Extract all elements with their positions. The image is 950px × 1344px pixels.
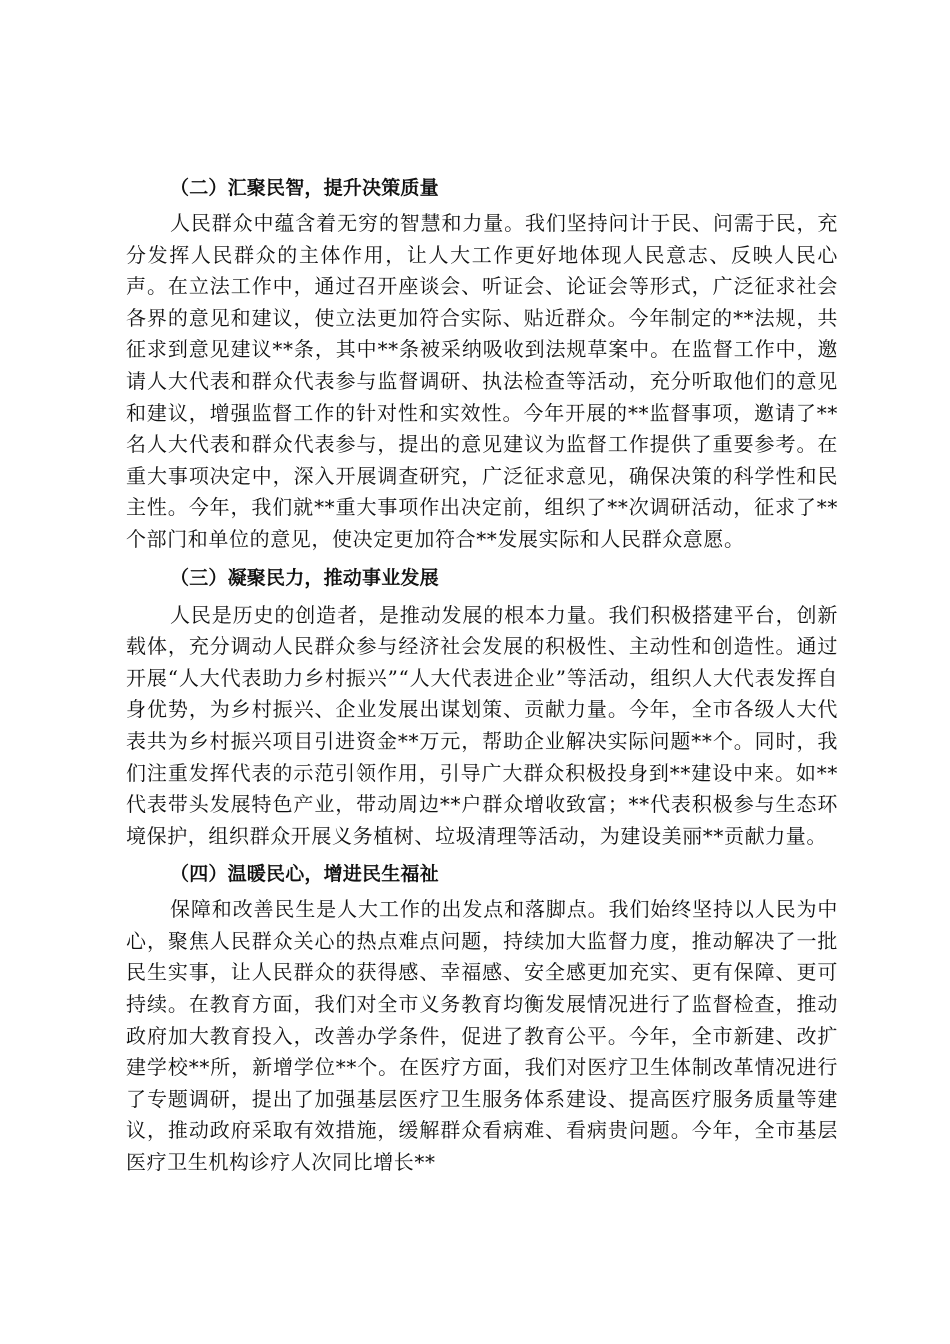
section-heading-3: （三）凝聚民力，推动事业发展 (170, 566, 439, 589)
section-paragraph-2: 人民群众中蕴含着无穷的智慧和力量。我们坚持问计于民、问需于民，充分发挥人民群众的主体作用，让人大工作更好地体现人民意志、反映人民心声。在立法工作中，通过召开座谈会、听证会、论证会等形式，广泛征求社会各界的意见和建议，使立法更加符合实际、贴近群众。今年制定的**法规，共征求到意见建议**条，其中**条被采纳吸收到法规草案中。在监督工作中，邀请人大代表和群众代表参与监督调研、执法检查等活动，充分听取他们的意见和建议，增强监督工作的针对性和实效性。今年开展的**监督事项，邀请了**名人大代表和群众代表参与，提出的意见建议为监督工作提供了重要参考。在重大事项决定中，深入开展调查研究，广泛征求意见，确保决策的科学性和民主性。今年，我们就**重大事项作出决定前，组织了**次调研活动，征求了**个部门和单位的意见，使决定更加符合**发展实际和人民群众意愿。 (126, 211, 838, 551)
document-body (126, 172, 838, 1185)
section-heading-4: （四）温暖民心，增进民生福祉 (170, 863, 439, 886)
section-heading-2: （二）汇聚民智，提升决策质量 (170, 177, 439, 199)
section-paragraph-3: 人民是历史的创造者，是推动发展的根本力量。我们积极搭建平台，创新载体，充分调动人民群众参与经济社会发展的积极性、主动性和创造性。通过开展“人大代表助力乡村振兴”“人大代表进企业”等活动，组织人大代表发挥自身优势，为乡村振兴、企业发展出谋划策、贡献力量。今年，全市各级人大代表共为乡村振兴项目引进资金**万元，帮助企业解决实际问题**个。同时，我们注重发挥代表的示范引领作用，引导广大群众积极投身到**建设中来。如**代表带头发展特色产业，带动周边**户群众增收致富；**代表积极参与生态环境保护，组织群众开展义务植树、垃圾清理等活动，为建设美丽**贡献力量。 (126, 602, 838, 848)
section-paragraph-4: 保障和改善民生是人大工作的出发点和落脚点。我们始终坚持以人民为中心，聚焦人民群众关心的热点难点问题，持续加大监督力度，推动解决了一批民生实事，让人民群众的获得感、幸福感、安全感更加充实、更有保障、更可持续。在教育方面，我们对全市义务教育均衡发展情况进行了监督检查，推动政府加大教育投入，改善办学条件，促进了教育公平。今年，全市新建、改扩建学校**所，新增学位**个。在医疗方面，我们对医疗卫生体制改革情况进行了专题调研，提出了加强基层医疗卫生服务体系建设、提高医疗服务质量等建议，推动政府采取有效措施，缓解群众看病难、看病贵问题。今年，全市基层医疗卫生机构诊疗人次同比增长** (126, 897, 838, 1175)
